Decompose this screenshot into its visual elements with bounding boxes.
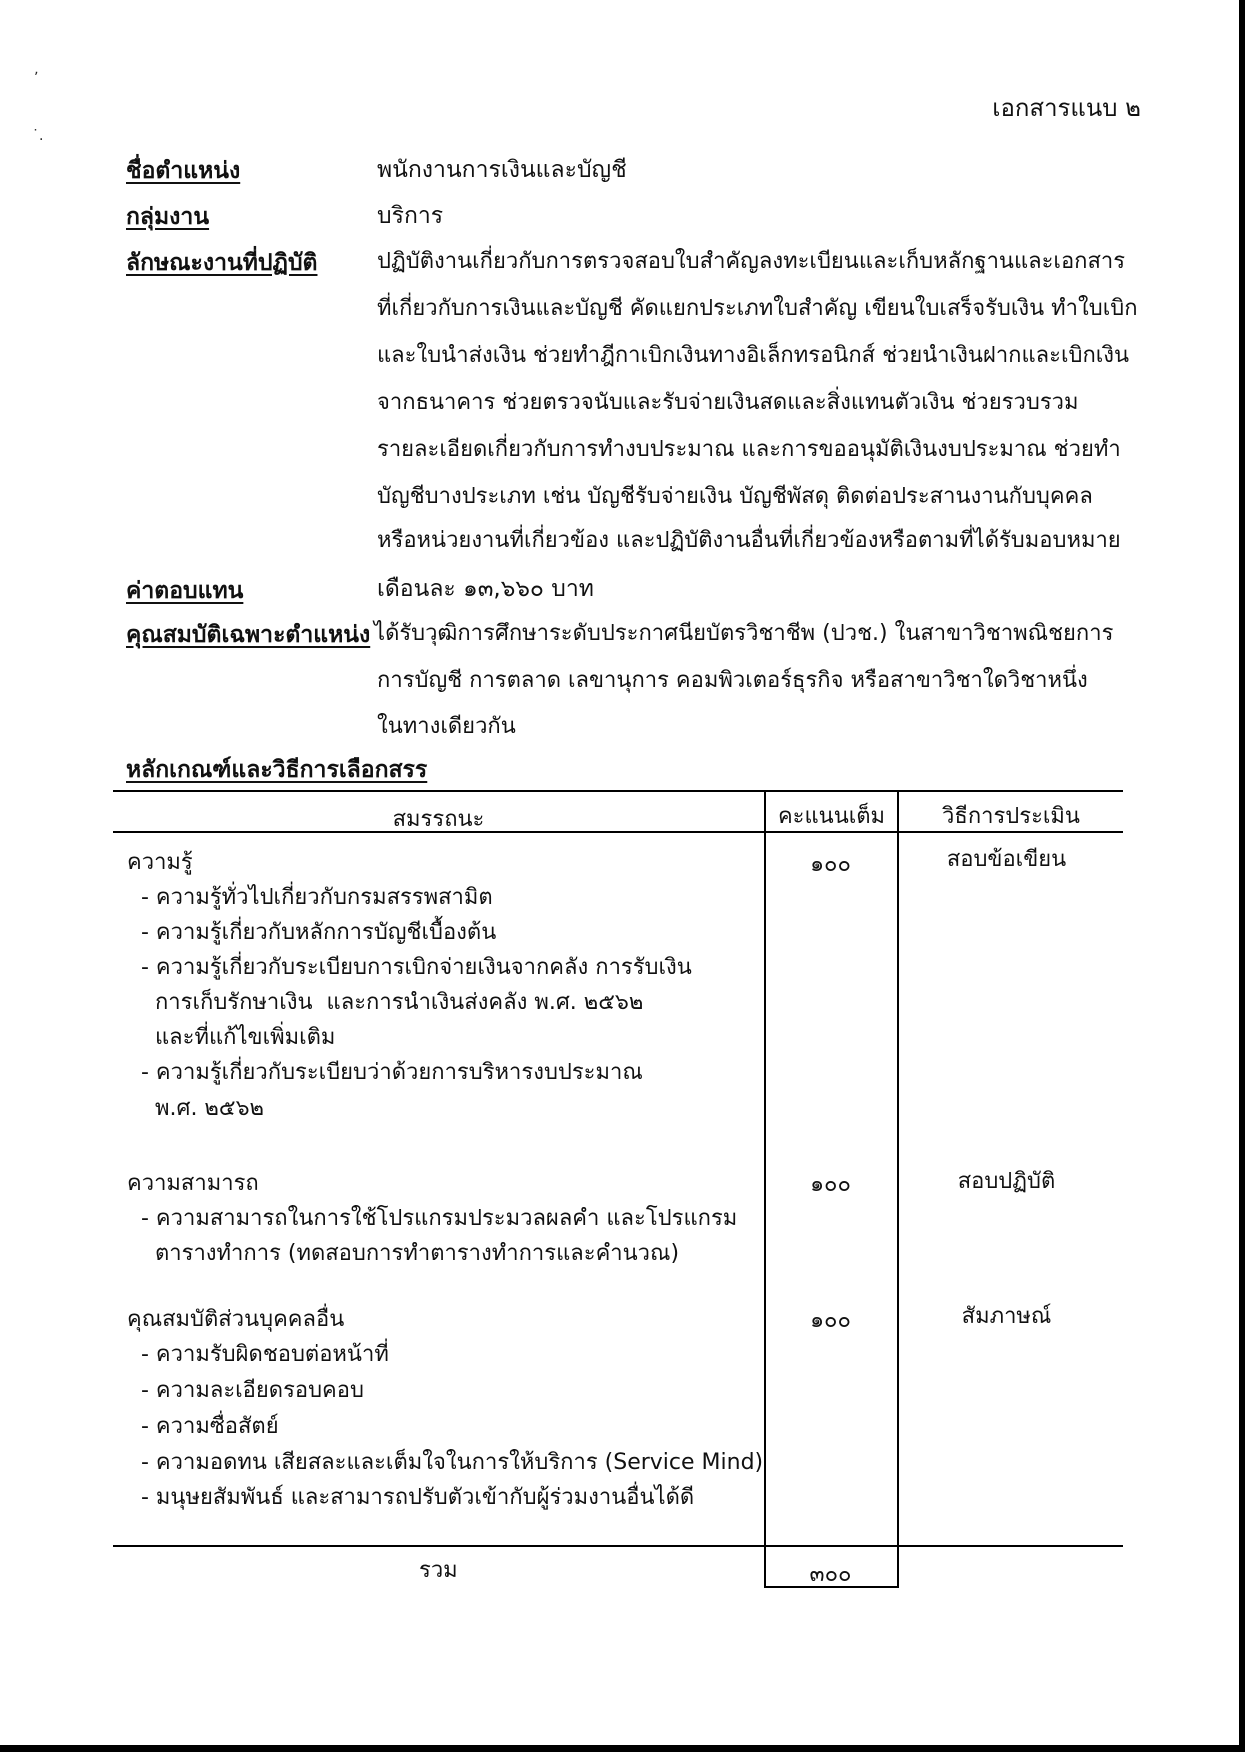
column-header-full-score: คะแนนเต็ม — [777, 804, 886, 829]
duties-line: หรือหน่วยงานที่เกี่ยวข้อง และปฏิบัติงานอื่นที่เกี่ยวข้องหรือตามที่ได้รับมอบหมาย — [377, 528, 1121, 553]
full-score: ๑๐๐ — [810, 1308, 851, 1333]
duties-line: รายละเอียดเกี่ยวกับการทำงบประมาณ และการขออนุมัติเงินงบประมาณ ช่วยทำ — [377, 437, 1121, 462]
qualifications-line: ในทางเดียวกัน — [377, 714, 516, 739]
duties-line: บัญชีบางประเภท เช่น บัญชีรับจ่ายเงิน บัญชีพัสดุ ติดต่อประสานงานกับบุคคล — [377, 484, 1093, 509]
full-score: ๑๐๐ — [810, 852, 851, 877]
scan-speck: ˙. — [32, 128, 44, 144]
competency-item: - ความอดทน เสียสละและเต็มใจในการให้บริการ (Service Mind) — [141, 1450, 764, 1475]
competency-item: - ความรู้เกี่ยวกับระเบียบว่าด้วยการบริหารงบประมาณ — [141, 1060, 643, 1085]
assessment-method: สอบข้อเขียน — [946, 847, 1067, 872]
total-score: ๓๐๐ — [809, 1562, 852, 1587]
column-header-competency: สมรรถนะ — [392, 807, 485, 832]
competency-item: ตารางทำการ (ทดสอบการทำตารางทำการและคำนวณ) — [141, 1241, 680, 1266]
scan-edge-bottom — [0, 1745, 1245, 1752]
table-body-rule — [113, 1545, 1123, 1547]
salary-value: เดือนละ ๑๓,๖๖๐ บาท — [377, 576, 594, 602]
assessment-method: สอบปฏิบัติ — [957, 1169, 1056, 1194]
document-reference: เอกสารแนบ ๒ — [992, 94, 1141, 122]
competency-item: พ.ศ. ๒๕๖๒ — [141, 1096, 265, 1121]
duties-label: ลักษณะงานที่ปฏิบัติ — [126, 250, 318, 276]
competency-item: การเก็บรักษาเงิน และการนำเงินส่งคลัง พ.ศ. ๒๕๖๒ — [141, 990, 644, 1015]
selection-criteria-table — [113, 790, 1123, 1590]
position-title-value: พนักงานการเงินและบัญชี — [377, 157, 627, 183]
work-group-value: บริการ — [377, 203, 444, 229]
duties-line: จากธนาคาร ช่วยตรวจนับและรับจ่ายเงินสดและสิ่งแทนตัวเงิน ช่วยรวบรวม — [377, 390, 1079, 415]
competency-item: และที่แก้ไขเพิ่มเติม — [141, 1025, 336, 1050]
competency-item: - มนุษยสัมพันธ์ และสามารถปรับตัวเข้ากับผู้ร่วมงานอื่นได้ดี — [141, 1485, 695, 1510]
competency-item: - ความละเอียดรอบคอบ — [141, 1378, 364, 1403]
qualifications-line: ได้รับวุฒิการศึกษาระดับประกาศนียบัตรวิชาชีพ (ปวช.) ในสาขาวิชาพณิชยการ — [374, 621, 1114, 646]
table-border-top — [113, 790, 1123, 792]
qualifications-line: การบัญชี การตลาด เลขานุการ คอมพิวเตอร์ธุรกิจ หรือสาขาวิชาใดวิชาหนึ่ง — [377, 668, 1088, 693]
duties-line: ปฏิบัติงานเกี่ยวกับการตรวจสอบใบสำคัญลงทะเบียนและเก็บหลักฐานและเอกสาร — [377, 249, 1126, 274]
duties-line: ที่เกี่ยวกับการเงินและบัญชี คัดแยกประเภทใบสำคัญ เขียนใบเสร็จรับเงิน ทำใบเบิก — [377, 296, 1138, 321]
salary-label: ค่าตอบแทน — [126, 578, 244, 604]
competency-item: - ความรู้เกี่ยวกับหลักการบัญชีเบื้องต้น — [141, 920, 497, 945]
competency-title: ความรู้ — [127, 850, 193, 875]
competency-item: - ความรู้ทั่วไปเกี่ยวกับกรมสรรพสามิต — [141, 885, 493, 910]
competency-item: - ความรับผิดชอบต่อหน้าที่ — [141, 1342, 389, 1367]
work-group-label: กลุ่มงาน — [126, 204, 210, 230]
total-label: รวม — [419, 1558, 458, 1583]
scan-speck: ʼ — [34, 70, 39, 86]
duties-line: และใบนำส่งเงิน ช่วยทำฎีกาเบิกเงินทางอิเล็กทรอนิกส์ ช่วยนำเงินฝากและเบิกเงิน — [377, 343, 1130, 368]
competency-item: - ความสามารถในการใช้โปรแกรมประมวลผลคำ และโปรแกรม — [141, 1206, 738, 1231]
scan-edge-right — [1239, 0, 1245, 1752]
competency-item: - ความซื่อสัตย์ — [141, 1414, 279, 1439]
competency-title: คุณสมบัติส่วนบุคคลอื่น — [127, 1307, 345, 1332]
full-score: ๑๐๐ — [810, 1172, 851, 1197]
competency-item: - ความรู้เกี่ยวกับระเบียบการเบิกจ่ายเงินจากคลัง การรับเงิน — [141, 955, 692, 980]
assessment-method: สัมภาษณ์ — [961, 1304, 1052, 1329]
position-title-label: ชื่อตำแหน่ง — [126, 158, 241, 184]
qualifications-label: คุณสมบัติเฉพาะตำแหน่ง — [126, 622, 371, 648]
selection-criteria-heading: หลักเกณฑ์และวิธีการเลือกสรร — [126, 757, 428, 783]
column-header-assessment-method: วิธีการประเมิน — [942, 804, 1080, 829]
competency-title: ความสามารถ — [127, 1171, 259, 1196]
